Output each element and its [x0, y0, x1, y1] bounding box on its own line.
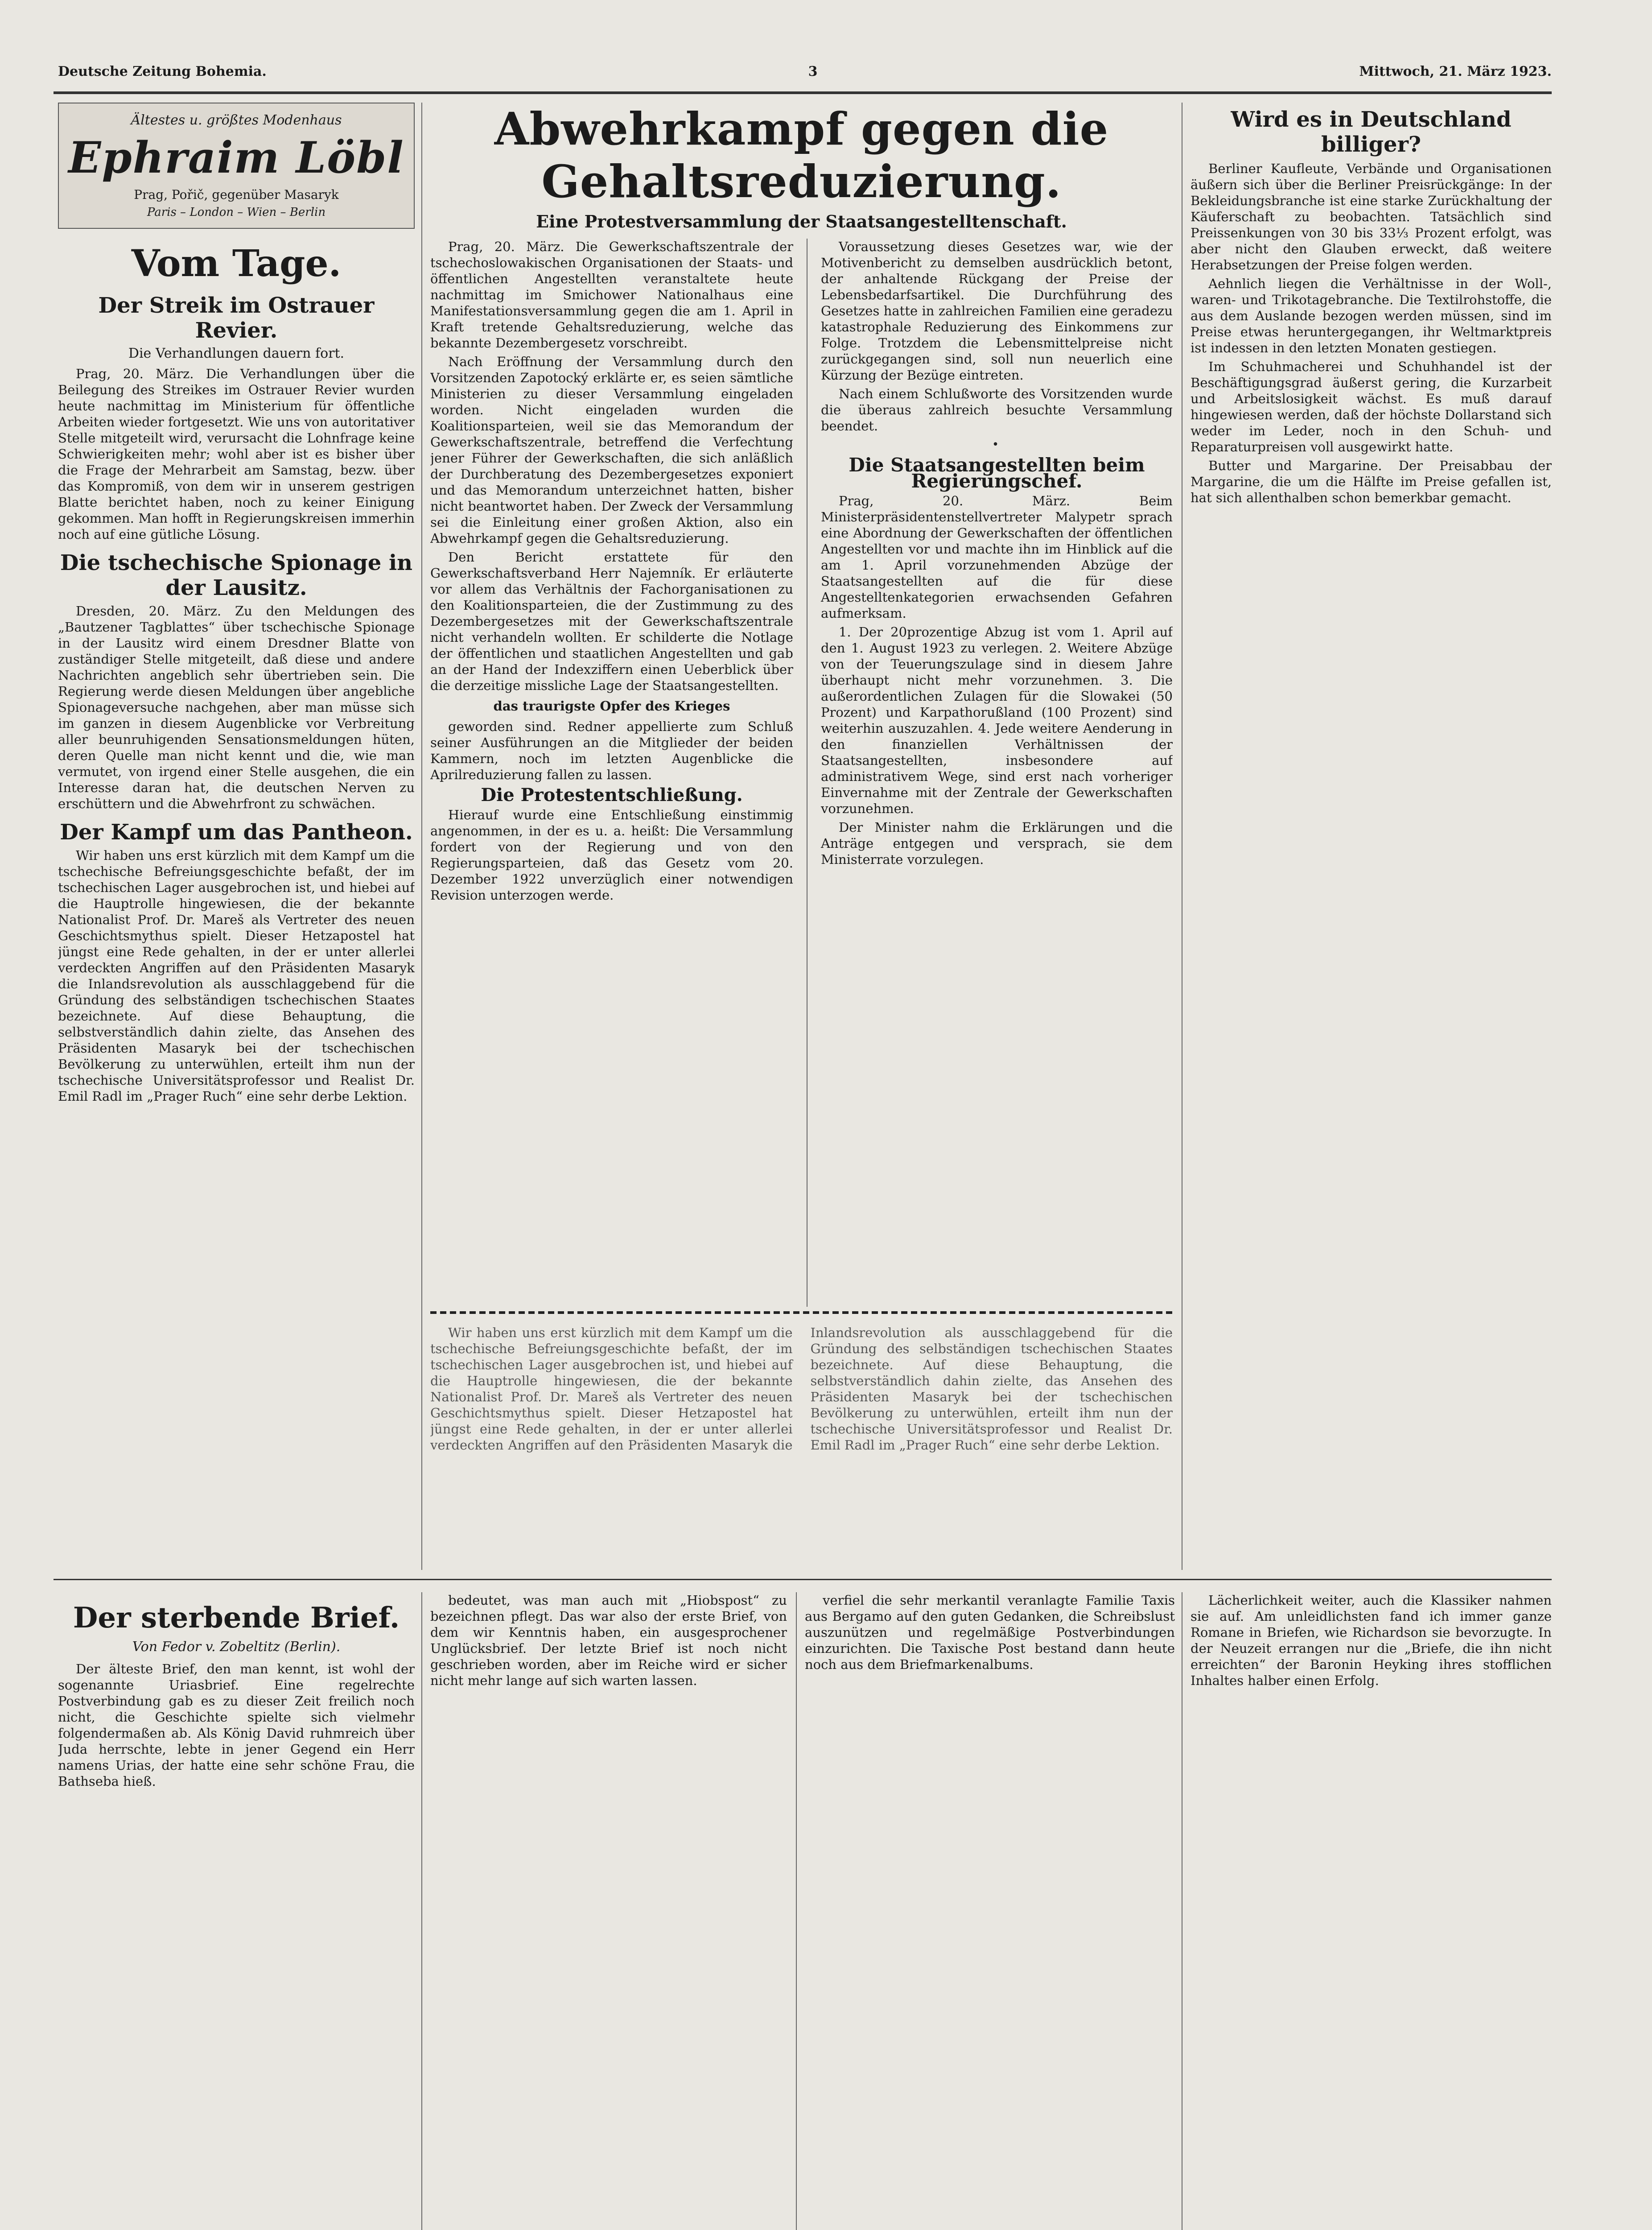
masthead-date: Mittwoch, 21. März 1923. [1359, 63, 1552, 79]
article-body-pantheon [58, 847, 415, 1104]
left-column [58, 103, 415, 1570]
masthead [58, 51, 1552, 91]
paragraph: Voraussetzung dieses Gesetzes war, wie der Motivenbericht zu demselben ausdrücklich betont, der anhaltende Rückgang der Preise der Lebensbedarfsartikel. Die Durchführung des Gesetzes hatte in zahlreichen Familien eine geradezu katastrophale Reduzierung des Einkommens zur Folge. Trotzdem die Lebensmittelpreise nicht zurückgegangen sind, soll nun neuerlich eine Kürzung der Bezüge eintreten. [820, 239, 1173, 383]
paragraph: Nach Eröffnung der Versammlung durch den Vorsitzenden Zapotocký erklärte er, es seien sämtliche Ministerien zu dieser Versammlung eingeladen worden. Nicht eingeladen wurden die Koalitionsparteien, weil sie das Memorandum der Gewerkschaftszentrale, betreffend die Verfechtung jener Führer der Gewerkschaften, die sich anläßlich der Durchberatung des Dezembergesetzes exponiert und das Memorandum unterzeichnet hatten, bisher nicht beantwortet haben. Der Zweck der Versammlung sei die Einleitung einer großen Aktion, also ein Abwehrkampf gegen die Gehaltsreduzierung. [430, 354, 793, 546]
feuilleton-col-1 [58, 1592, 415, 2230]
masthead-paper-name: Deutsche Zeitung Bohemia. [58, 63, 267, 79]
feuilleton-text-1 [58, 1661, 415, 1789]
paragraph: Prag, 20. März. Beim Ministerpräsidentenstellvertreter Malypetr sprach eine Abordnung der Gewerkschaften der öffentlichen Angestellten vor und machte ihn im Hinblick auf die am 1. April vorzunehmenden Abzüge der Staatsangestellten auf die für diese Angestelltenkategorien erwachsenden Gefahren aufmerksam. [820, 493, 1173, 621]
paragraph: Der Minister nahm die Erklärungen und die Anträge entgegen und versprach, sie dem Ministerrate vorzulegen. [820, 820, 1173, 867]
paragraph: Hierauf wurde eine Entschließung einstimmig angenommen, in der es u. a. heißt: Die Versammlung fordert von der Regierung und von den Regierungsparteien, daß das Gesetz vom 20. Dezember 1922 unverzüglich einer notwendigen Revision unterzogen werde. [430, 807, 793, 903]
column-divider [421, 1592, 422, 2230]
paragraph: Den Bericht erstattete für den Gewerkschaftsverband Herr Najemník. Er erläuterte vor allem das Verhältnis der Fachorganisationen zu den Koalitionsparteien, die der Zustimmung zu des Dezembergesetzes mit der Gewerkschaftszentrale nicht verhandeln wollten. Er schilderte die Notlage der öffentlichen und staatlichen Angestellten und gab an der Hand der Indexziffern einen Ueberblick über die derzeitige missliche Lage der Staatsangestellten. [430, 549, 793, 693]
article-body-billiger [1191, 161, 1552, 506]
paragraph: Nach einem Schlußworte des Vorsitzenden wurde die überaus zahlreich besuchte Versammlung beendet. [820, 386, 1173, 434]
ad-company-name: Ephraim Löbl [68, 132, 404, 183]
ad-cities: Paris – London – Wien – Berlin [147, 206, 326, 219]
article-body-spionage [58, 603, 415, 812]
paragraph: Der älteste Brief, den man kennt, ist wohl der sogenannte Uriasbrief. Eine regelrechte Postverbindung gab es zu dieser Zeit freilich noch nicht, die Geschichte spielte sich vielmehr folgendermaßen ab. Als König David ruhmreich über Juda herrschte, lebte in jener Gegend ein Herr namens Urias, der hatte eine sehr schöne Frau, die Bathseba hieß. [58, 1661, 415, 1789]
feuilleton-col-4 [1191, 1592, 1552, 2230]
paragraph: bedeutet, was man auch mit „Hiobspost“ zu bezeichnen pflegt. Das war also der erste Brief, von dem wir Kenntnis haben, ein ausgesprochener Unglücksbrief. Der letzte Brief ist noch nicht geschrieben worden, aber im Reiche wird er sicher nicht mehr lange auf sich warten lassen. [430, 1593, 787, 1688]
article-body-streik [58, 366, 415, 542]
paragraph: verfiel die sehr merkantil veranlagte Familie Taxis aus Bergamo auf den guten Gedanken, die Schreibslust auszunützen und regelmäßige Postverbindungen einzurichten. Die Taxische Post bestand dann heute noch aus dem Briefmarkenalbums. [805, 1593, 1175, 1672]
paragraph: Lächerlichkeit weiter, auch die Klassiker nahmen sie auf. Am unleidlichsten fand ich immer ganze Romane in Briefen, wie Richardson sie bevorzugte. In der Neuzeit errangen nur die „Briefe, die ihn nicht erreichten“ der Baronin Heyking ihres stofflichen Inhaltes halber einen Erfolg. [1191, 1593, 1552, 1688]
section-divider-dot: • [992, 438, 1002, 451]
main-columns [430, 239, 1173, 1307]
masthead-rule [54, 91, 1552, 94]
feuilleton-col-2 [430, 1592, 787, 2230]
column-divider [796, 1592, 797, 2230]
feuilleton-byline: Von Fedor v. Zobeltitz (Berlin). [132, 1639, 341, 1655]
paragraph: Aehnlich liegen die Verhältnisse in der Woll-, waren- und Trikotagebranche. Die Textilrohstoffe, die aus dem Auslande bezogen werden müssen, sind im Preise etwas heruntergegangen, ihr Weltmarktpreis ist indessen in den letzten Monaten gestiegen. [1191, 276, 1552, 355]
paragraph: geworden sind. Redner appellierte zum Schluß seiner Ausführungen an die Mitglieder der beiden Kammern, noch im letzten Augenblicke die Aprilreduzierung fallen zu lassen. [430, 719, 793, 782]
article-subheading-streik: Die Verhandlungen dauern fort. [128, 346, 345, 361]
feuilleton-rule [54, 1579, 1552, 1580]
paragraph: Prag, 20. März. Die Verhandlungen über die Beilegung des Streikes im Ostrauer Revier wurden heute nachmittag im Ministerium für öffentliche Arbeiten wieder fortgesetzt. Wie uns von autoritativer Stelle mitgeteilt wird, verursacht die Lohnfrage keine Schwierigkeiten mehr; wohl aber ist es bisher über die Frage der Mehrarbeit am Samstag, bezw. über das Kompromiß, von dem wir in unserem gestrigen Blatte berichtet haben, noch zu keiner Einigung gekommen. Man hofft in Regierungskreisen immerhin noch auf eine gütliche Lösung. [58, 366, 415, 542]
section-title-vom-tage: Vom Tage. [131, 242, 342, 285]
right-column [1191, 103, 1552, 1570]
paragraph: Wir haben uns erst kürzlich mit dem Kampf um die tschechische Befreiungsgeschichte befaßt, der im tschechischen Lager ausgebrochen ist, und hiebei auf die Hauptrolle hingewiesen, die der bekannte Nationalist Prof. Dr. Mareš als Vertreter des neuen Geschichtsmythus spielt. Dieser Hetzapostel hat jüngst eine Rede gehalten, in der er unter allerlei verdeckten Angriffen auf den Präsidenten Masaryk die Inlandsrevolution als ausschlaggebend für die Gründung des selbständigen tschechischen Staates bezeichnete. Auf diese Behauptung, die selbstverständlich dahin zielte, das Ansehen des Präsidenten Masaryk bei der tschechischen Bevölkerung zu unterwühlen, erteilt ihm nun der tschechische Universitätsprofessor und Realist Dr. Emil Radl im „Prager Ruch“ eine sehr derbe Lektion. [430, 1325, 1173, 1453]
main-column-1 [430, 239, 793, 1307]
paragraph: Im Schuhmacherei und Schuhhandel ist der Beschäftigungsgrad äußerst gering, die Kurzarbeit und Arbeitslosigkeit wächst. Es muß darauf hingewiesen werden, daß der höchste Dollarstand sich weder im Leder, noch in den Schuh- und Reparaturpreisen voll ausgewirkt hatte. [1191, 359, 1552, 454]
column-divider [421, 103, 422, 1570]
paragraph: Berliner Kaufleute, Verbände und Organisationen äußern sich über die Berliner Preisrückgänge: In der Bekleidungsbranche ist eine starke Zurückhaltung der Käuferschaft zu beobachten. Tatsächlich sind Preissenkungen von 30 bis 33⅓ Prozent erfolgt, was aber nicht den Glauben erweckt, daß weitere Herabsetzungen der Preise folgen werden. [1191, 161, 1552, 273]
feuilleton-col-3 [805, 1592, 1175, 2230]
article-heading-spionage: Die tschechische Spionage in der Lausitz. [60, 550, 413, 600]
main-article-continuation [430, 1325, 1173, 1570]
masthead-page-number: 3 [808, 63, 818, 79]
entschliessung-heading: Die Protestentschließung. [481, 785, 743, 805]
advertisement [58, 103, 415, 229]
paragraph: Wir haben uns erst kürzlich mit dem Kampf um die tschechische Befreiungsgeschichte befaßt, der im tschechischen Lager ausgebrochen ist, und hiebei auf die Hauptrolle hingewiesen, die der bekannte Nationalist Prof. Dr. Mareš als Vertreter des neuen Geschichtsmythus spielt. Dieser Hetzapostel hat jüngst eine Rede gehalten, in der er unter allerlei verdeckten Angriffen auf den Präsidenten Masaryk die Inlandsrevolution als ausschlaggebend für die Gründung des selbständigen tschechischen Staates bezeichnete. Auf diese Behauptung, die selbstverständlich dahin zielte, das Ansehen des Präsidenten Masaryk bei der tschechischen Bevölkerung zu unterwühlen, erteilt ihm nun der tschechische Universitätsprofessor und Realist Dr. Emil Radl im „Prager Ruch“ eine sehr derbe Lektion. [58, 848, 415, 1104]
main-article [430, 103, 1173, 1307]
paragraph: Butter und Margarine. Der Preisabbau der Margarine, die um die Hälfte im Preise gefallen ist, hat sich allenthalben schon bemerkbar gemacht. [1191, 458, 1552, 505]
regierungschef-heading: Die Staatsangestellten beim Regierungschef. [849, 454, 1145, 492]
paragraph: 1. Der 20prozentige Abzug ist vom 1. April auf den 1. August 1923 zu verlegen. 2. Weitere Abzüge von der Teuerungszulage sind in diesem Jahre überhaupt nicht mehr vorzunehmen. 3. Die außerordentlichen Zulagen für die Slowakei (50 Prozent) und Karpathorußland (100 Prozent) sind weiterhin auszuzahlen. 4. Jede weitere Aenderung in den finanziellen Verhältnissen der Staatsangestellten, insbesondere auf administrativem Wege, sind erst nach vorheriger Einvernahme mit der Zentrale der Gewerkschaften vorzunehmen. [820, 624, 1173, 816]
ad-top-line: Ältestes u. größtes Modenhaus [131, 112, 342, 128]
article-heading-streik: Der Streik im Ostrauer Revier. [98, 293, 375, 343]
paragraph: Prag, 20. März. Die Gewerkschaftszentrale der tschechoslowakischen Organisationen der Staats- und öffentlichen Angestellten veranstaltete heute nachmittag im Smichower Nationalhaus eine Manifestationsversammlung gegen die am 1. April in Kraft tretende Gehaltsreduzierung, welche das bekannte Dezembergesetz vorschreibt. [430, 239, 793, 351]
kriegsopfer-line: das traurigste Opfer des Krieges [493, 698, 730, 714]
main-column-2 [821, 239, 1173, 1307]
ad-address: Prag, Pořič, gegenüber Masaryk [134, 187, 339, 202]
feuilleton-title: Der sterbende Brief. [73, 1601, 400, 1635]
main-subheadline: Eine Protestversammlung der Staatsangestelltenschaft. [536, 211, 1067, 231]
paragraph: Dresden, 20. März. Zu den Meldungen des „Bautzener Tagblattes“ über tschechische Spionage in der Lausitz wird einem Dresdner Blatte von zuständiger Stelle mitgeteilt, daß diese und andere Nachrichten angeblich sehr übertrieben sein. Die Regierung werde diesen Meldungen über angebliche Spionageversuche nachgehen, aber man müsse sich im ganzen in diesem Augenblicke vor Verbreitung aller beunruhigenden Sensationsmeldungen hüten, deren Quelle man nicht kennt und die, wie man vermutet, von irgend einer Stelle ausgehen, die ein Interesse daran hat, die deutschen Nerven zu erschüttern und die Abwehrfront zu schwächen. [58, 603, 415, 811]
article-heading-billiger: Wird es in Deutschland billiger? [1231, 107, 1512, 157]
main-headline: Abwehrkampf gegen die Gehaltsreduzierung. [494, 103, 1109, 208]
article-heading-pantheon: Der Kampf um das Pantheon. [60, 820, 413, 845]
main-article-divider [430, 1311, 1173, 1314]
